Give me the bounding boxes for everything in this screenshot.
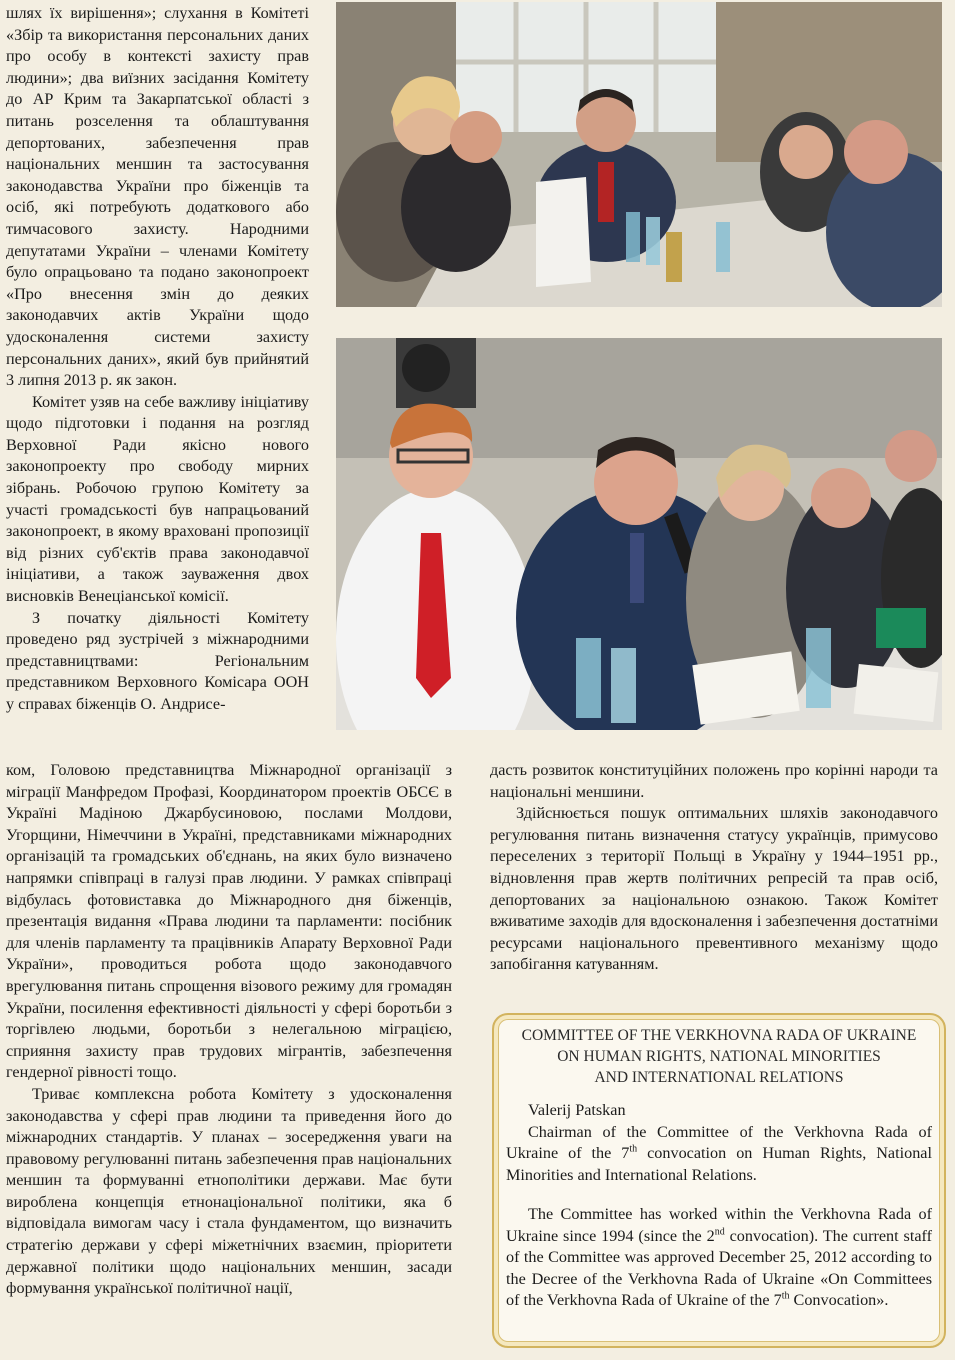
paragraph: дасть розвиток конституційних положень про корінні народи та національні меншини. bbox=[490, 761, 938, 801]
role-text: Chairman of the Committee of the Verkhovna Rada of Ukraine of the 7 bbox=[506, 1122, 932, 1162]
ordinal-suffix: nd bbox=[714, 1226, 725, 1238]
chairman-name: Valerij Patskan bbox=[528, 1101, 626, 1119]
box-title-line: ON HUMAN RIGHTS, NATIONAL MINORITIES bbox=[557, 1048, 881, 1065]
paragraph: Здійснюється пошук оптимальних шляхів законодавчого регулювання питань визначення статусу українців, примусово переселених з території Польщі в Україну у 1944–1951 рр., відновлення прав жертв політичних репресій та прав осіб, депортованих за національною ознакою. Також Комітет вживатиме заходів для вдосконалення і забезпечення достатніми ресурсами національного превентивного механізму щодо запобігання катуванням. bbox=[490, 804, 938, 974]
box-title-line: AND INTERNATIONAL RELATIONS bbox=[594, 1069, 844, 1086]
paragraph: Комітет узяв на себе важливу ініціативу щодо підготовки і подання на розгляд Верховної Ради якісно нового законопроекту про свободу мирних зібрань. Робочою групою Комітету за участі громадськості був напрацьований законопроект, в якому враховані пропозиції від різних суб'єктів права законодавчої ініціативи, а також зауваження двох висновків Венеціанської комісії. bbox=[6, 392, 309, 606]
description-text: convocation). The current staff of the Committee was approved December 25, 2012 according to the Decree of the Verkhovna Rada of Ukraine «On Committees of the Verkhovna Rada of Ukraine of the 7 bbox=[506, 1226, 932, 1309]
paragraph: З початку діяльності Комітету проведено ряд зустрічей з міжнародними представництвами: Регіональним представником Верховного Комісара ООН у справах біженців О. Андрисе- bbox=[6, 608, 309, 713]
right-text-column bbox=[490, 760, 938, 976]
meeting-photo-top bbox=[336, 2, 942, 307]
meeting-photo-bottom-graphic bbox=[336, 338, 942, 730]
role-text: convocation on Human Rights, National Minorities and International Relations. bbox=[506, 1144, 932, 1184]
committee-info-box bbox=[492, 1013, 946, 1348]
committee-description bbox=[506, 1204, 932, 1312]
meeting-photo-bottom bbox=[336, 338, 942, 730]
box-title-line: COMMITTEE OF THE VERKHOVNA RADA OF UKRAINE bbox=[521, 1027, 917, 1044]
chairman-role bbox=[506, 1122, 932, 1187]
paragraph: Триває комплексна робота Комітету з удосконалення законодавства у сфері прав людини та приведення його до міжнародних стандартів. У планах – зосередження уваги на правовому регулюванні питань забезпечення прав національних меншин та формуванні етнополітики держави. Має бути вироблена концепція етнонаціональної політики, яка б відповідала вимогам часу і стала фундаментом, що визначить стратегію держави у сфері міжетнічних взаємин, пріоритети державної політики щодо національних меншин, засади формування української політичної нації, bbox=[6, 1084, 452, 1298]
wide-text-column bbox=[6, 760, 452, 1300]
ordinal-suffix: th bbox=[629, 1143, 638, 1155]
paragraph: шлях їх вирішення»; слухання в Комітеті «Збір та використання персональних даних про особу в контексті захисту прав людини»; два виїзних засідання Комітету до АР Крим та Закарпатської області з питань розселення та облаштування депортованих, забезпечення прав національних меншин та застосування законодавства України про біженців та осіб, які потребують додаткового або тимчасового захисту. Народними депутатами України – членами Комітету було опрацьовано та подано законопроект «Про внесення змін до деяких законодавчих актів України щодо удосконалення системи захисту персональних даних», який був прийнятий 3 липня 2013 р. як закон. bbox=[6, 4, 309, 390]
left-text-column bbox=[6, 3, 309, 716]
meeting-photo-top-graphic bbox=[336, 2, 942, 307]
description-text: Convocation». bbox=[789, 1291, 889, 1309]
description-text: The Committee has worked within the Verkhovna Rada of Ukraine since 1994 (since the 2 bbox=[506, 1205, 932, 1245]
ordinal-suffix: th bbox=[781, 1290, 790, 1302]
paragraph: ком, Головою представництва Міжнародної організації з міграції Манфредом Профазі, Координатором проектів ОБСЄ в Україні Мадіною Джарбусиновою, послами Молдови, Угорщини, Німеччини в Україні, представниками міжнародних організацій та громадських об'єднань, на яких було визначено напрямки співпраці в галузі прав людини. У рамках співпраці відбулась фотовиставка до Міжнародного дня біженців, презентація видання «Права людини та парламенти: посібник для членів парламенту та працівників Апарату Верховної Ради України», проводиться робота щодо законодавчого врегулювання питань спрощення візового режиму для громадян України, посилення ефективності діяльності у сфері боротьби з торгівлею людьми, боротьби з нелегальною міграцією, сприяння захисту прав трудових мігрантів, забезпечення гендерної рівності тощо. bbox=[6, 761, 452, 1082]
